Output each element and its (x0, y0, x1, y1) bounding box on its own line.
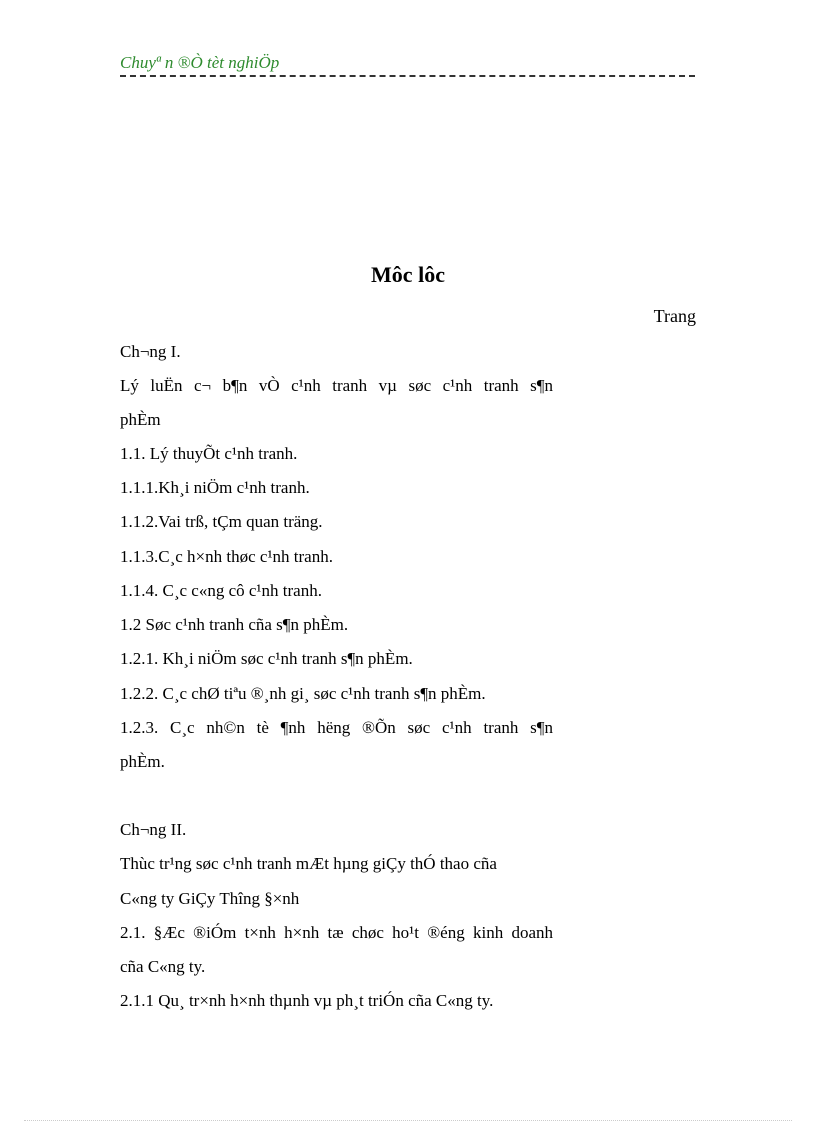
toc-entry-1-1-2: 1.1.2.Vai trß, tÇm quan träng. (120, 512, 323, 531)
header-divider (120, 75, 695, 77)
toc-entry-2-1-1: 2.1.1 Qu¸ tr×nh h×nh thµnh vµ ph¸t triÓn cña C«ng ty. (120, 991, 494, 1010)
toc-entry-2-1: 2.1. §Æc ®iÓm t×nh h×nh tæ chøc ho¹t ®éng kinh doanh (120, 923, 553, 942)
toc-entry-chapter-2: Ch¬ng II. (120, 820, 187, 839)
toc-entry-2-1-cont: cña C«ng ty. (120, 957, 206, 976)
toc-title: Môc lôc (371, 262, 445, 287)
page-column-label: Trang (653, 306, 696, 326)
toc-entry-chapter-1: Ch¬ng I. (120, 342, 181, 361)
toc-entry-1-1-4: 1.1.4. C¸c c«ng cô c¹nh tranh. (120, 581, 322, 600)
toc-entry-1-2: 1.2 Søc c¹nh tranh cña s¶n phÈm. (120, 615, 349, 634)
toc-entry-1-2-3-cont: phÈm. (120, 752, 165, 771)
toc-entry-1-2-3: 1.2.3. C¸c nh©n tè ¶nh hëng ®Õn søc c¹nh tranh s¶n (120, 718, 553, 737)
toc-entry-chapter-2-title: Thùc tr¹ng søc c¹nh tranh mÆt hµng giÇy thÓ thao cña (120, 854, 497, 873)
page-header: Chuyª n ®Ò tèt nghiÖp (120, 53, 280, 72)
toc-entry-1-1-3: 1.1.3.C¸c h×nh thøc c¹nh tranh. (120, 547, 333, 566)
toc-entry-chapter-1-title: Lý luËn c¬ b¶n vÒ c¹nh tranh vµ søc c¹nh tranh s¶n (120, 376, 553, 395)
toc-entry-1-1: 1.1. Lý thuyÕt c¹nh tranh. (120, 444, 298, 463)
toc-entry-chapter-2-title-cont: C«ng ty GiÇy Thîng §×nh (120, 889, 300, 908)
toc-entry-1-2-2: 1.2.2. C¸c chØ tiªu ®¸nh gi¸ søc c¹nh tranh s¶n phÈm. (120, 684, 486, 703)
toc-entry-chapter-1-title-cont: phÈm (120, 410, 161, 429)
toc-entry-1-2-1: 1.2.1. Kh¸i niÖm søc c¹nh tranh s¶n phÈm. (120, 649, 413, 668)
page-bottom-border (24, 1120, 792, 1121)
toc-entry-1-1-1: 1.1.1.Kh¸i niÖm c¹nh tranh. (120, 478, 310, 497)
